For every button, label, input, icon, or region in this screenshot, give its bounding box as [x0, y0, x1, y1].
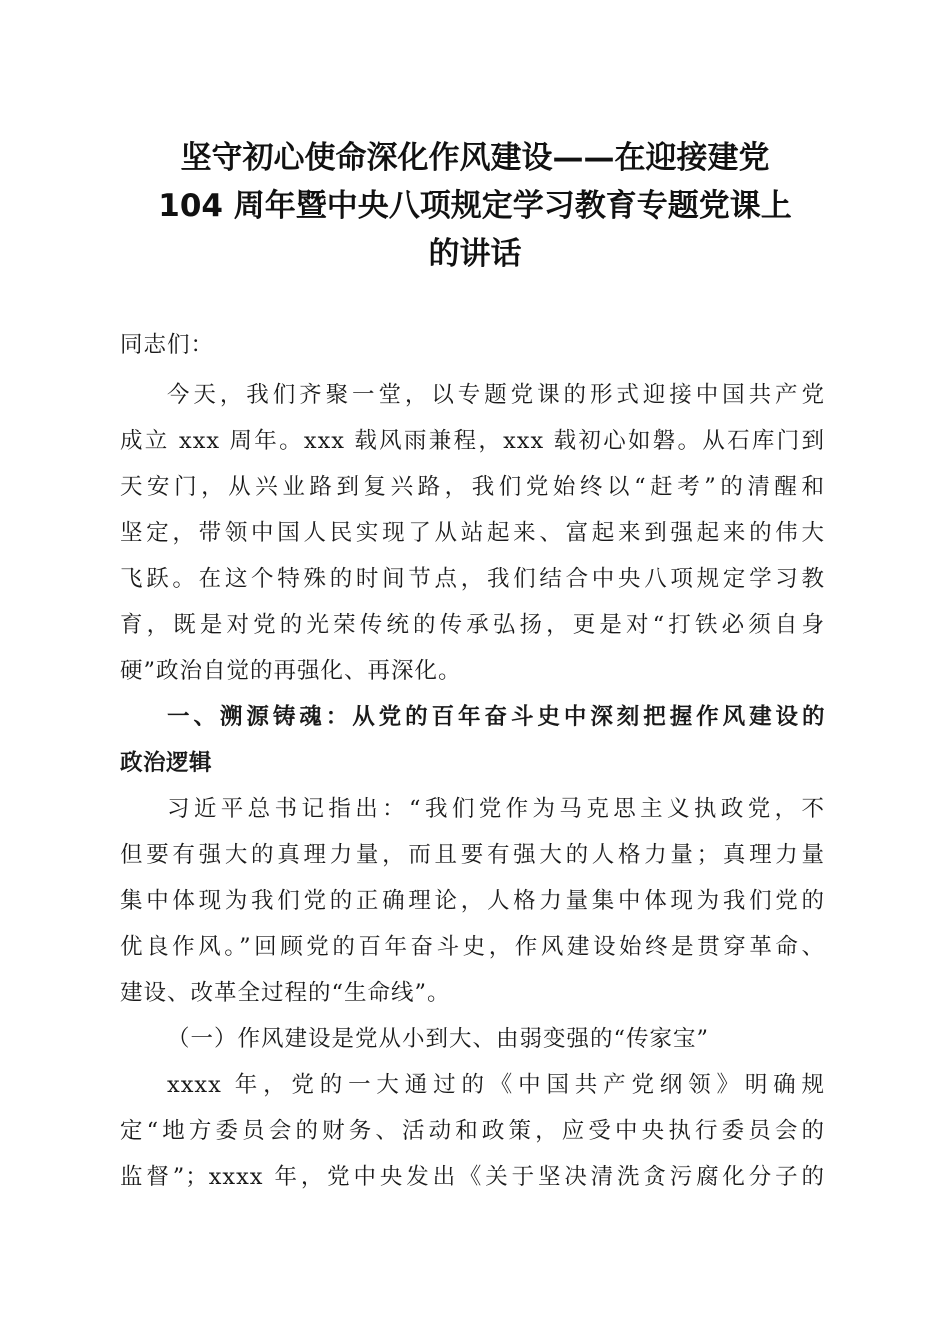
paragraph-line: 天安门，从兴业路到复兴路，我们党始终以“赶考”的清醒和 [120, 474, 825, 500]
title-line: 104 周年暨中央八项规定学习教育专题党课上 [158, 188, 792, 224]
paragraph-line: 定“地方委员会的财务、活动和政策，应受中央执行委员会的 [120, 1118, 825, 1144]
paragraph-quote [120, 786, 825, 1016]
heading-line: 政治逻辑 [120, 750, 213, 776]
document-body [120, 322, 825, 1200]
subsection-heading-1: （一）作风建设是党从小到大、由弱变强的“传家宝” [167, 1026, 710, 1052]
title-line: 坚守初心使命深化作风建设——在迎接建党 [180, 140, 770, 176]
document-title [100, 134, 850, 278]
paragraph-line: 建设、改革全过程的“生命线”。 [120, 980, 451, 1006]
salutation: 同志们： [120, 332, 215, 358]
paragraph-line: 坚定，带领中国人民实现了从站起来、富起来到强起来的伟大 [120, 520, 825, 546]
heading-line: 一、溯源铸魂：从党的百年奋斗史中深刻把握作风建设的 [167, 704, 825, 730]
paragraph-line: 今天，我们齐聚一堂，以专题党课的形式迎接中国共产党 [167, 382, 825, 408]
paragraph-intro [120, 372, 825, 694]
paragraph-line: 监督”；xxxx 年，党中央发出《关于坚决清洗贪污腐化分子的 [120, 1164, 825, 1190]
title-line: 的讲话 [428, 236, 522, 272]
paragraph-line: 飞跃。在这个特殊的时间节点，我们结合中央八项规定学习教 [120, 566, 825, 592]
paragraph-line: 成立 xxx 周年。xxx 载风雨兼程，xxx 载初心如磐。从石库门到 [120, 428, 825, 454]
paragraph-line: 硬”政治自觉的再强化、再深化。 [120, 658, 462, 684]
paragraph-line: 育，既是对党的光荣传统的传承弘扬，更是对“打铁必须自身 [120, 612, 825, 638]
paragraph-history [120, 1062, 825, 1200]
paragraph-line: 优良作风。”回顾党的百年奋斗史，作风建设始终是贯穿革命、 [120, 934, 825, 960]
paragraph-line: 习近平总书记指出：“我们党作为马克思主义执政党，不 [167, 796, 825, 822]
paragraph-line: 但要有强大的真理力量，而且要有强大的人格力量；真理力量 [120, 842, 825, 868]
section-heading-1 [120, 694, 825, 786]
paragraph-line: xxxx 年，党的一大通过的《中国共产党纲领》明确规 [167, 1072, 825, 1098]
paragraph-line: 集中体现为我们党的正确理论，人格力量集中体现为我们党的 [120, 888, 825, 914]
